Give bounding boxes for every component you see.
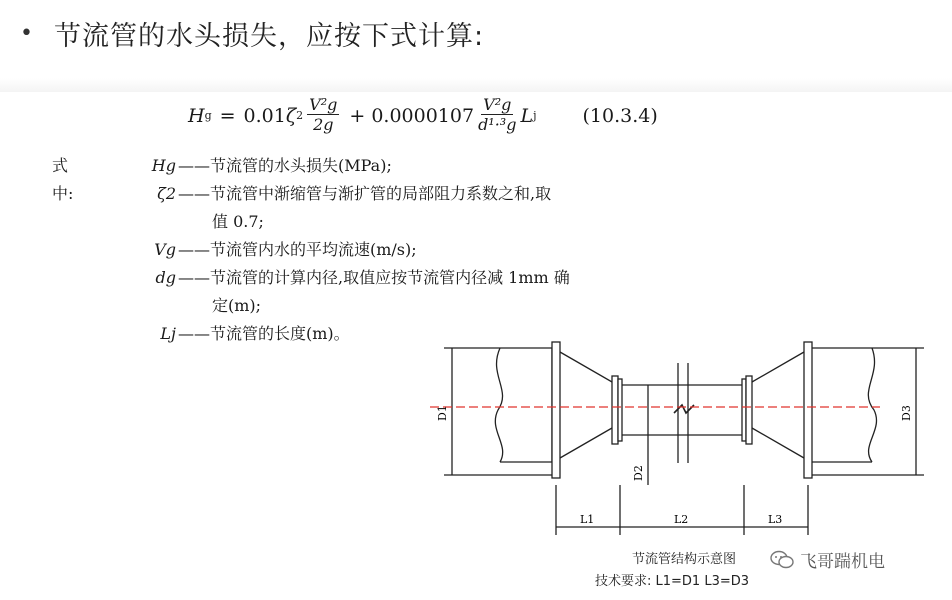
right-reducer [752,352,804,458]
middle-pipe [622,385,742,435]
slide-heading: 节流管的水头损失，应按下式计算: [54,21,485,52]
label-l1: L1 [580,513,595,526]
definition-symbol: Lj [160,324,176,343]
left-pipe [500,348,552,462]
label-d2: D2 [632,465,645,481]
wechat-icon [770,550,794,570]
label-l2: L2 [674,513,689,526]
definition-symbol: dg [155,268,176,287]
frac1-denominator: 2g [313,115,334,134]
formula-fraction-1 [307,96,339,135]
diagram-caption: 节流管结构示意图 [632,552,737,567]
formula-term2-coef: 0.0000107 [371,104,475,127]
label-d3: D3 [900,405,913,421]
left-small-flange-2 [618,379,622,441]
pipe-break-mark [674,405,694,413]
formula-length-symbol: L [520,104,534,127]
definition-text: ——节流管的长度(m)。 [178,324,350,343]
formula-10-3-4 [188,96,658,135]
definition-symbol: ζ2 [157,184,176,203]
definitions-intro: 式中: [52,156,74,203]
frac2-numerator: V²g [483,95,512,114]
watermark-text: 飞哥踹机电 [800,552,885,572]
definition-text: ——节流管内水的平均流速(m/s); [178,240,417,259]
formula-lhs-symbol: H [188,104,205,127]
left-pipe-break [495,348,502,462]
right-pipe-break [868,348,876,462]
formula-plus: + [349,104,366,127]
equation-number: (10.3.4) [582,104,658,127]
definition-continuation: 定(m); [212,296,262,315]
formula-length-sub: j [533,109,537,122]
definition-text: ——节流管的水头损失(MPa); [178,156,392,175]
definition-symbol: Hg [151,156,176,175]
definition-text: ——节流管的计算内径,取值应按节流管内径减 1mm 确 [178,268,570,287]
heading-row [20,14,484,53]
left-small-flange [612,376,618,444]
left-reducer [560,352,612,458]
label-d1: D1 [436,405,449,421]
frac2-denominator: d¹·³g [478,115,517,134]
right-flange [804,342,812,478]
label-l3: L3 [768,513,783,526]
formula-term1-coef: 0.01 [243,104,286,127]
formula-zeta-sub: 2 [296,109,304,122]
formula-equals: = [219,104,236,127]
formula-fraction-2 [478,96,516,135]
right-pipe [812,348,872,462]
right-small-flange-2 [746,376,752,444]
bullet-icon: • [20,21,33,46]
formula-lhs-sub: g [204,109,212,122]
left-flange [552,342,560,478]
throttle-pipe-diagram [430,335,952,550]
frac1-numerator: V²g [309,95,338,114]
definition-text: ——节流管中渐缩管与渐扩管的局部阻力系数之和,取 [178,184,552,203]
technical-requirement: 技术要求: L1=D1 L3=D3 [595,574,750,589]
watermark [770,547,885,572]
formula-zeta: ζ [285,104,297,127]
definition-continuation: 值 0.7; [212,212,264,231]
definition-symbol: Vg [154,240,176,259]
